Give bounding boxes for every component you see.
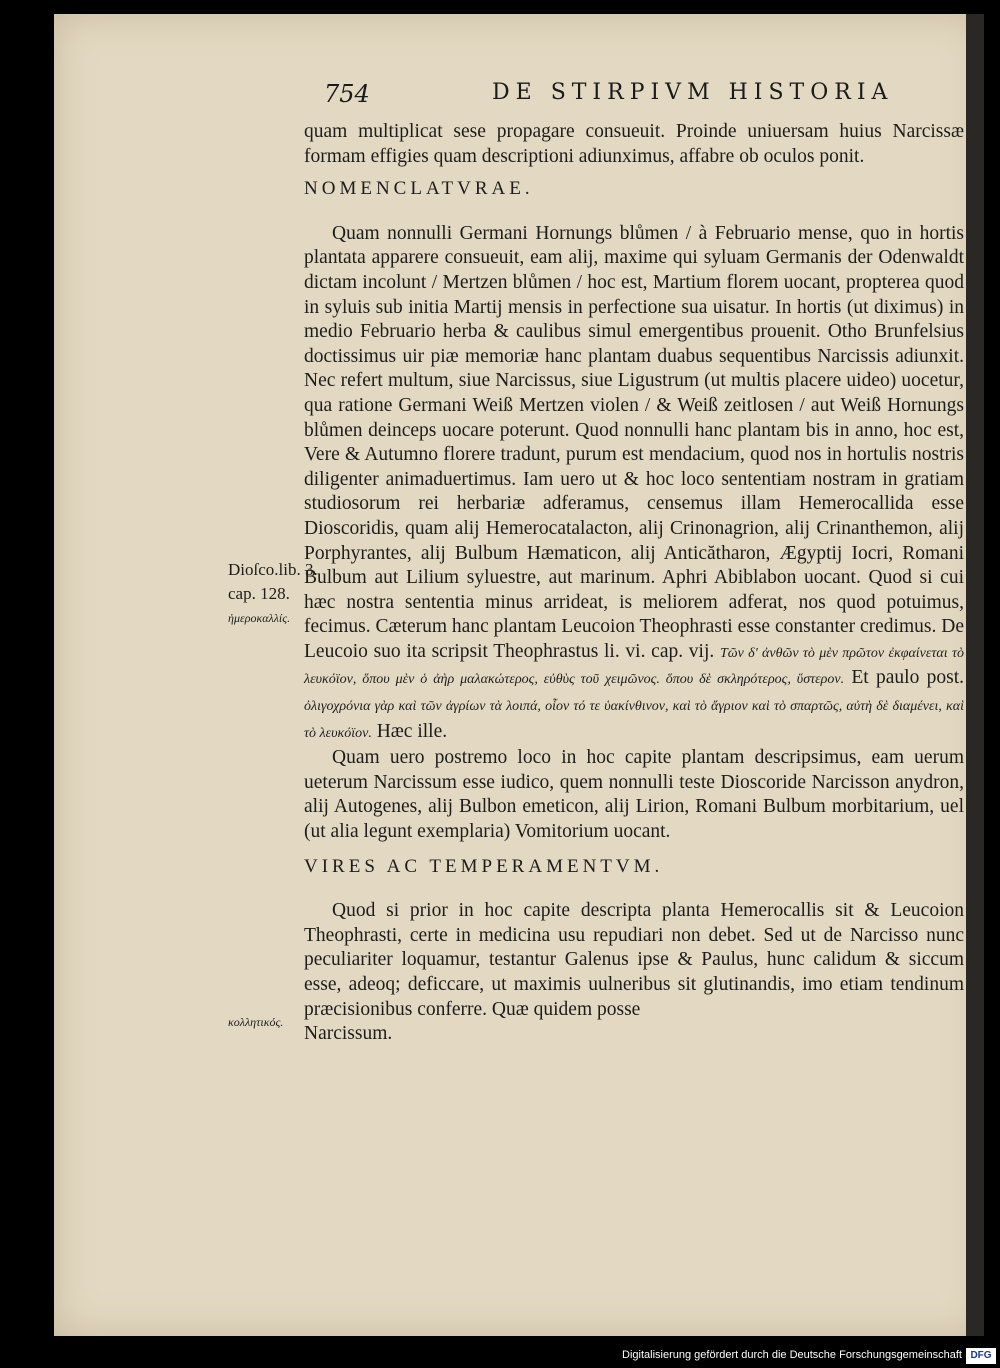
page-number: 754 [324, 80, 370, 108]
catchword: Narcissum. [304, 1023, 393, 1045]
narcissus-paragraph: Quam uero postremo loco in hoc capite plantam descripsimus, eam uerum ueterum Narcissum esse iudico, quem nonnulli teste Dioscoride Narcisson anydron, alij Autogenes, alij Bulbon emeticon, alij Lirion, Romani Bulbum morbitarium, uel (ut alia legunt exemplaria) Vomitorium uocant. [304, 747, 964, 843]
section-heading-vires: VIRES AC TEMPERAMENTVM. [304, 855, 664, 877]
marginal-note-greek: ἡμεροκαλλίς. [228, 611, 291, 625]
book-page [54, 14, 984, 1336]
nomenclature-paragraph [304, 222, 964, 746]
paragraph-text: Quam nonnulli Germani Hornungs blůmen / à Februario mense, quo in hortis plantata apparere consueuit, eam alij, maxime qui syluam Germanis der Odenwaldt dictam incolunt / Mertzen blůmen / hoc est, Martium florem uocant, propterea quod in syluis sub initia Martij mensis in perfectione sua uisatur. In hortis (ut diximus) in medio Februario herba & caulibus simul emergentibus prouenit. Otho Brunfelsius doctissimus uir piæ memoriæ hanc plantam duabus sequentibus Narcissis adiunxit. Nec refert multum, siue Narcissus, siue Ligustrum (ut multis placere uideo) uocetur, qua ratione Germani Weiß Mertzen violen / & Weiß zeitlosen / aut Weiß Hornungs blůmen deinceps uocare poterunt. Quod nonnulli hanc plantam bis in anno, hoc est, Vere & Autumno florere tradunt, purum est mendacium, quod nos in hortulis nostris diligenter animaduertimus. Iam uero ut & hoc loco sententiam nostram in gratiam studiosorum rei herbariæ adferamus, censemus illam Hemerocallida esse Dioscoridis, quam alij Hemerocatalacton, alij Crinonagrion, alij Crinanthemon, alij Porphyrantes, alij Bulbum Hæmaticon, alij Anticătharon, Ægyptij Iocri, Romani Bulbum aut Lilium syluestre, aut marinum. Aphri Abiblabon uocant. Quod si cui hæc nostra sententia minus arrideat, is meliorem adferat, nos quod potuimus, fecimus. Cæterum hanc plantam Leucoion Theophrasti esse constanter credimus. De Leucoio suo ita scripsit Theophrastus li. vi. cap. vij. [304, 222, 964, 662]
main-text [304, 120, 964, 1047]
marginal-note-line: cap. 128. [228, 584, 290, 603]
greek-quote: ὀλιγοχρόνια γὰρ καὶ τῶν ἀγρίων τὰ λοιπά, οἷον τό τε ὑακίνθινον, καὶ τὸ ἄγριον καὶ τὸ σπαρτῶς, αὐτὴ δὲ διαμένει, καὶ τὸ λευκόϊον. [304, 699, 964, 741]
paragraph-text: Hæc ille. [376, 720, 448, 742]
dfg-logo: DFG [966, 1348, 996, 1364]
intro-paragraph: quam multiplicat sese propagare consueuit. Proinde uniuersam huius Narcissæ formam effigies quam descriptioni adiunximus, affabre ob oculos ponit. [304, 121, 964, 167]
page-edge-strip [966, 14, 984, 1336]
section-heading-nomenclaturae: NOMENCLATVRAE. [304, 178, 534, 200]
marginal-note-line: Dioſco.lib. 3. [228, 560, 318, 579]
footer-bar [0, 1346, 1000, 1368]
marginal-note-greek: κολλητικός. [228, 1015, 284, 1029]
paragraph-text: Et paulo post. [851, 667, 965, 689]
vires-paragraph: Quod si prior in hoc capite descripta planta Hemerocallis sit & Leucoion Theophrasti, certe in medicina usu repudiari non debet. Sed ut de Narcisso nunc peculiariter loquamur, testantur Galenus ipse & Paulus, hunc calidum & siccum esse, adeoq; deficcare, ut maximis uulneribus sit glutinandis, imo etiam tendinum præcisionibus conferre. Quæ quidem posse [304, 900, 964, 1020]
running-title: DE STIRPIVM HISTORIA [492, 80, 894, 105]
greek-quote: Τῶν δ' ἀνθῶν τὸ μὲν πρῶτον ἐκφαίνεται τὸ λευκόϊον, ὅπου μὲν ὁ ἀὴρ μαλακώτερος, εὐθὺς τοῦ χειμῶνος. ὅπου δὲ σκληρότερος, ὕστερον. [304, 645, 964, 688]
page-header [324, 80, 924, 112]
marginal-note-greek-term [228, 1010, 283, 1034]
funding-notice: Digitalisierung gefördert durch die Deutsche Forschungsgemeinschaft [622, 1349, 962, 1361]
